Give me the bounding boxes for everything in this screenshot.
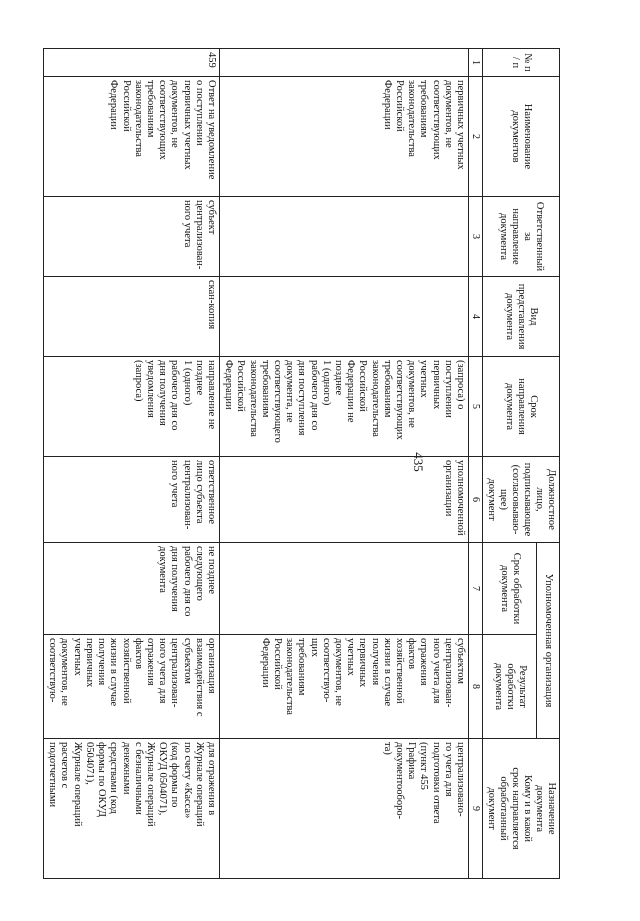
cell-line: уведомления [144, 360, 156, 418]
cell-line: отражения [418, 638, 430, 686]
header-group-organization: Уполномоченная организация [537, 543, 560, 739]
cell-line: законодательства [369, 360, 381, 437]
cell-line: документа [498, 213, 509, 260]
cell-line: документов, не [169, 80, 181, 148]
cell-line: первичных учетных [455, 80, 466, 170]
cell-line: требованиям [381, 360, 393, 418]
row-official [219, 457, 468, 543]
cell-line: законодательства [247, 360, 259, 437]
col-number: 1 [469, 49, 483, 77]
cell-line: получения [96, 638, 108, 686]
cell-line: Срок [528, 395, 539, 418]
cell-line: Графика [406, 742, 418, 780]
cell-line: документов, не [442, 80, 454, 148]
cell-line: следующего [193, 546, 205, 601]
cell-line: лицо, [534, 487, 545, 512]
cell-line: соответствующих [157, 80, 169, 160]
cell-line: по счету «Касса» [181, 742, 193, 819]
row-processing-term [219, 543, 468, 635]
cell-line: Вид [528, 307, 539, 326]
cell-line: поступлении [442, 360, 454, 418]
cell-line: щих [308, 638, 320, 657]
cell-line: уполномоченной [455, 460, 466, 536]
cell-line: централизован- [181, 460, 193, 530]
cell-line: документа [504, 293, 515, 340]
cell-line: документа [534, 785, 545, 832]
cell-line: Федерации [223, 360, 235, 410]
cell-line: Срок обработки [510, 552, 522, 625]
cell-line: Должностное [546, 469, 557, 530]
cell-line: дня получения [157, 360, 169, 426]
row-result [44, 635, 220, 739]
cell-line: Журнале операций [193, 742, 205, 827]
cell-line: жизни в случае [381, 638, 393, 707]
cell-line: фактов [406, 638, 418, 670]
cell-line: Российской [120, 80, 132, 132]
cell-line: формы по ОКУД [96, 742, 108, 817]
header-result [483, 635, 537, 739]
row-responsible [44, 197, 220, 277]
cell-line: соответствующих [430, 80, 442, 160]
cell-line: рабочего дня со [308, 360, 320, 431]
row-responsible [219, 197, 468, 277]
rotated-table-wrapper [47, 48, 560, 878]
cell-line: субъектом [181, 638, 193, 684]
row-num: 459 [44, 49, 220, 77]
cell-line: лицо субъекта [193, 460, 205, 524]
cell-line: ного учета для [430, 638, 442, 704]
cell-line: направления [516, 378, 527, 435]
row-form [44, 277, 220, 357]
cell-line: учетных [345, 638, 357, 676]
cell-line: срок направляется [510, 767, 521, 850]
col-number: 2 [469, 77, 483, 197]
cell-line: первичных [357, 638, 369, 688]
cell-line: учетных [71, 638, 83, 676]
row-official [44, 457, 220, 543]
cell-line: соответствующего [271, 360, 283, 443]
cell-line: Российской [357, 360, 369, 412]
cell-line: централизован- [442, 638, 454, 708]
cell-line: Ответственный [534, 201, 545, 272]
cell-line: требованиям [296, 638, 308, 696]
cell-line: Российской [271, 638, 283, 690]
cell-line: обработанный [498, 776, 509, 841]
cell-line: взаимодействия с [193, 638, 205, 717]
cell-line: ного учета для [157, 638, 169, 704]
cell-line: требованиям [144, 80, 156, 138]
cell-line: (пункт 455 [418, 742, 430, 790]
row-purpose [219, 739, 468, 879]
cell-line: для отражения в [205, 742, 217, 816]
cell-line: соответствую- [320, 638, 332, 703]
cell-line: подотчетными [47, 742, 59, 808]
cell-line: направление [510, 208, 521, 265]
cell-line: ОКУД 0504071), [157, 742, 169, 816]
cell-line: жизни в случае [108, 638, 120, 707]
cell-line: требованиям [418, 80, 430, 138]
cell-line: фактов [132, 638, 144, 670]
cell-line: законодательства [284, 638, 296, 715]
header-num: № п / п [483, 49, 560, 77]
cell-line: направление не [205, 360, 217, 430]
col-number: 5 [469, 357, 483, 457]
cell-line: первичных [83, 638, 95, 688]
cell-line: Наименование [522, 103, 533, 170]
header-responsible [483, 197, 560, 277]
row-name [219, 77, 468, 197]
cell-line: не позднее [205, 546, 217, 595]
header-purpose [483, 739, 560, 879]
cell-line: ответственное [205, 460, 217, 525]
cell-line: Журнале операций [71, 742, 83, 827]
cell-line: документа, не [284, 360, 296, 423]
cell-line: Федерации [108, 80, 120, 130]
cell-line: Назначение [546, 782, 557, 835]
cell-line: ного учета [169, 460, 181, 508]
row-form [219, 277, 468, 357]
col-number: 6 [469, 457, 483, 543]
header-form [483, 277, 560, 357]
col-number: 4 [469, 277, 483, 357]
cell-line: Ответ на уведомление [205, 80, 217, 180]
page-number: 435 [411, 452, 426, 472]
cell-line: соответствую- [47, 638, 59, 703]
cell-line: документооборо- [393, 742, 405, 820]
cell-line: рабочего дня со [181, 546, 193, 617]
cell-line: хозяйственной [393, 638, 405, 704]
table-row [219, 49, 468, 879]
cell-line: подготовки ответа [430, 742, 442, 824]
cell-line: документа [498, 565, 510, 612]
cell-line: денежными [120, 742, 132, 795]
cell-line: обработки [504, 663, 516, 710]
cell-line: организации [442, 460, 454, 517]
cell-line: документов, не [59, 638, 71, 706]
cell-line: соответствующих [393, 360, 405, 440]
header-term [483, 357, 560, 457]
cell-line: законодательства [132, 80, 144, 157]
cell-line: Российской [235, 360, 247, 412]
cell-line: представления [516, 283, 527, 350]
cell-line: дня получения [169, 546, 181, 612]
cell-line: учетных [418, 360, 430, 398]
cell-line: законодательства [406, 80, 418, 157]
cell-line: о поступлении [193, 80, 205, 146]
cell-line: документа [157, 546, 169, 593]
cell-line: организация [205, 638, 217, 694]
row-term [44, 357, 220, 457]
cell-line: расчетов с [59, 742, 71, 789]
cell-line: Результат [516, 665, 528, 708]
cell-line: 1 (одного) [181, 360, 193, 406]
row-result [219, 635, 468, 739]
cell-line: щее) [498, 489, 509, 510]
cell-line: централизован- [169, 638, 181, 708]
cell-line: документа [504, 383, 515, 430]
header-name [483, 77, 560, 197]
row-name [44, 77, 220, 197]
col-number: 9 [469, 739, 483, 879]
row-processing-term [44, 543, 220, 635]
cell-line: централизован- [193, 200, 205, 270]
cell-line: Российской [393, 80, 405, 132]
cell-line: документов [510, 110, 521, 163]
row-term [219, 357, 468, 457]
header-row-top [537, 49, 560, 879]
cell-line: (запроса) о [455, 360, 466, 410]
cell-line: 1 (одного) [320, 360, 332, 406]
cell-line: средствами (код [108, 742, 120, 814]
cell-line: централизовано- [455, 742, 466, 817]
cell-line: документ [486, 478, 497, 521]
cell-line: (согласовываю- [510, 464, 521, 535]
cell-line: отражения [144, 638, 156, 686]
cell-line: за [522, 232, 533, 241]
cell-line: с безналичными [132, 742, 144, 815]
row-purpose [44, 739, 220, 879]
cell-line: Федерации [259, 638, 271, 688]
cell-line: Федерации [381, 80, 393, 130]
column-numbers-row [469, 49, 483, 879]
cell-line: позднее [193, 360, 205, 396]
cell-line: дня поступления [296, 360, 308, 436]
col-number: 7 [469, 543, 483, 635]
header-processing-term [483, 543, 537, 635]
cell-line: субъектом [455, 638, 466, 684]
col-number: 8 [469, 635, 483, 739]
table-row [44, 49, 220, 879]
cell-line: скан-копия [205, 280, 217, 330]
header-official [483, 457, 560, 543]
cell-line: Федерации не [345, 360, 357, 423]
cell-line: документа [492, 663, 504, 710]
row-num [219, 49, 468, 77]
cell-line: та) [381, 742, 393, 755]
cell-line: го учета для [442, 742, 454, 797]
cell-line: первичных учетных [181, 80, 193, 170]
cell-line: (запроса) [132, 360, 144, 402]
cell-line: (код формы по [169, 742, 181, 808]
cell-line: позднее [332, 360, 344, 396]
cell-line: требованиям [259, 360, 271, 418]
cell-line: получения [369, 638, 381, 686]
cell-line: ного учета [181, 200, 193, 248]
cell-line: 0504071), [83, 742, 95, 785]
cell-line: Кому и в какой [522, 775, 533, 842]
cell-line: Журнале операций [144, 742, 156, 827]
cell-line: хозяйственной [120, 638, 132, 704]
cell-line: документ [486, 787, 497, 830]
cell-line: подписывающее [522, 462, 533, 537]
col-number: 3 [469, 197, 483, 277]
document-table [43, 48, 560, 879]
cell-line: документов, не [406, 360, 418, 428]
cell-line: документов, не [332, 638, 344, 706]
cell-line: первичных [430, 360, 442, 410]
cell-line: рабочего дня со [169, 360, 181, 431]
cell-line: субъект [205, 200, 217, 235]
